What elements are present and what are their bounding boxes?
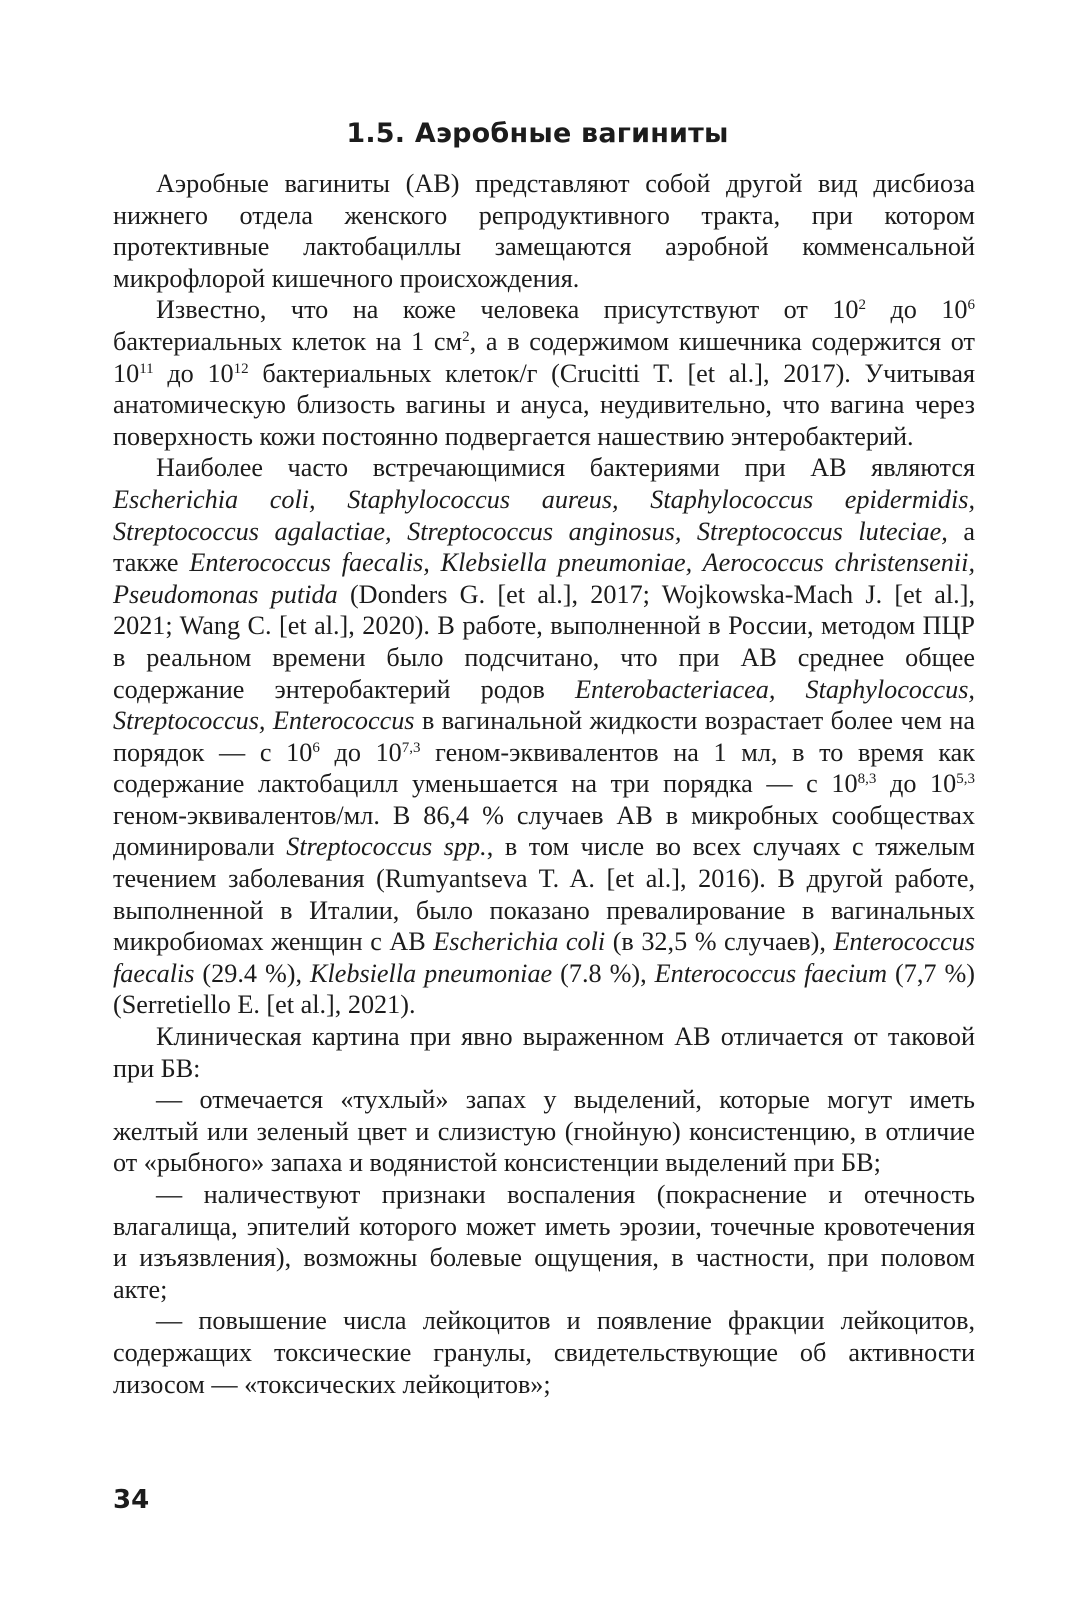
page-number: 34 xyxy=(113,1485,150,1515)
paragraph xyxy=(113,1179,975,1305)
text-run: (29.4 %), xyxy=(194,958,310,988)
paragraph xyxy=(113,294,975,452)
text-run: до 10 xyxy=(153,358,234,388)
superscript: 2 xyxy=(462,328,470,345)
text-run: до 10 xyxy=(876,769,957,799)
text-run: — наличествуют признаки воспаления (покраснение и отечность влагалища, эпителий которого может иметь эрозии, точечные кровотечения и изъязвления), возможны болевые ощущения, в частности, при половом акте; xyxy=(113,1180,975,1304)
italic-term: Streptococcus spp. xyxy=(286,832,487,862)
text-run: бактериальных клеток/г (Crucitti T. [et al.], 2017). Учитывая анатомическую близость вагины и ануса, неудивительно, что вагина через поверхность кожи постоянно подвергается нашествию энтеробактерий. xyxy=(113,358,975,451)
italic-term: Klebsiella pneumoniae xyxy=(310,958,553,988)
superscript: 8,3 xyxy=(857,771,877,788)
superscript: 12 xyxy=(233,360,249,377)
text-run: , а в содержимом кишечника содержится от 10 xyxy=(113,326,975,388)
italic-term: Enterobacteriacea, Staphylococcus, Streptococcus, Enterococcus xyxy=(113,674,975,736)
text-run: геном-эквивалентов/мл. В 86,4 % случаев АВ в микробных сообществах доминировали xyxy=(113,800,975,862)
text-run: — повышение числа лейкоцитов и появление фракции лейкоцитов, содержащих токсические гранулы, свидетельствующие об активности лизосом — «токсических лейкоцитов»; xyxy=(113,1306,975,1399)
superscript: 5,3 xyxy=(956,771,975,788)
text-run: Известно, что на коже человека присутствуют от 10 xyxy=(156,295,859,325)
text-run: — отмечается «тухлый» запах у выделений, которые могут иметь желтый или зеленый цвет и слизистую (гнойную) консистенцию, в отличие от «рыбного» запаха и водянистой консистенции выделений при БВ; xyxy=(113,1085,975,1178)
superscript: 6 xyxy=(967,297,976,314)
superscript: 11 xyxy=(139,360,154,377)
italic-term: Enterococcus faecium xyxy=(654,958,888,988)
italic-term: Enterococcus faecalis, Klebsiella pneumoniae, Aerococcus christensenii, Pseudomonas putida xyxy=(113,548,975,609)
text-run: в вагинальной жидкости возрастает более чем на порядок — с 10 xyxy=(113,706,975,767)
text-run: (7.8 %), xyxy=(552,958,655,988)
text-run: до 10 xyxy=(866,295,968,325)
text-run: , в том числе во всех случаях с тяжелым течением заболевания (Rumyantseva T. A. [et al.], 2016). В другой работе, выполненной в Италии, было показано превалирование в вагинальных микробиомах женщин с АВ xyxy=(113,832,975,957)
section-heading: 1.5. Аэробные вагиниты xyxy=(346,118,729,149)
paragraph xyxy=(113,452,975,1021)
text-run: Аэробные вагиниты (АВ) представляют собой другой вид дисбиоза нижнего отдела женского репродуктивного тракта, при котором протективные лактобациллы замещаются аэробной комменсальной микрофлорой кишечного происхождения. xyxy=(113,169,975,293)
text-run: (Donders G. [et al.], 2017; Wojkowska-Mach J. [et al.], 2021; Wang C. [et al.], 2020). В работе, выполненной в России, методом ПЦР в реальном времени было подсчитано, что при АВ среднее общее содержание энтеробактерий родов xyxy=(113,579,975,704)
paragraph xyxy=(113,1084,975,1179)
superscript: 6 xyxy=(312,739,320,756)
paragraph xyxy=(113,1305,975,1400)
text-run: до 10 xyxy=(319,737,402,767)
text-run: Наиболее часто встречающимися бактериями при АВ являются xyxy=(156,453,975,483)
superscript: 2 xyxy=(858,297,866,314)
paragraph xyxy=(113,1021,975,1084)
text-run: бактериальных клеток на 1 см xyxy=(113,326,463,356)
body-text xyxy=(113,168,975,1400)
text-run: геном-эквивалентов на 1 мл, в то время как содержание лактобацилл уменьшается на три порядка — с 10 xyxy=(113,737,976,799)
text-run: а также xyxy=(113,516,976,578)
italic-term: Escherichia coli xyxy=(433,927,606,957)
italic-term: Enterococcus faecalis xyxy=(113,927,975,988)
italic-term: Escherichia coli, Staphylococcus aureus, Staphylococcus epidermidis, Streptococcus agalactiae, Streptococcus anginosus, Streptococcus luteciae, xyxy=(113,484,975,546)
text-run: Клиническая картина при явно выраженном АВ отличается от таковой при БВ: xyxy=(113,1022,975,1083)
text-run: (7,7 %) (Serretiello E. [et al.], 2021). xyxy=(113,958,975,1020)
paragraph xyxy=(113,168,975,294)
text-run: (в 32,5 % случаев), xyxy=(605,927,834,957)
superscript: 7,3 xyxy=(401,739,421,756)
